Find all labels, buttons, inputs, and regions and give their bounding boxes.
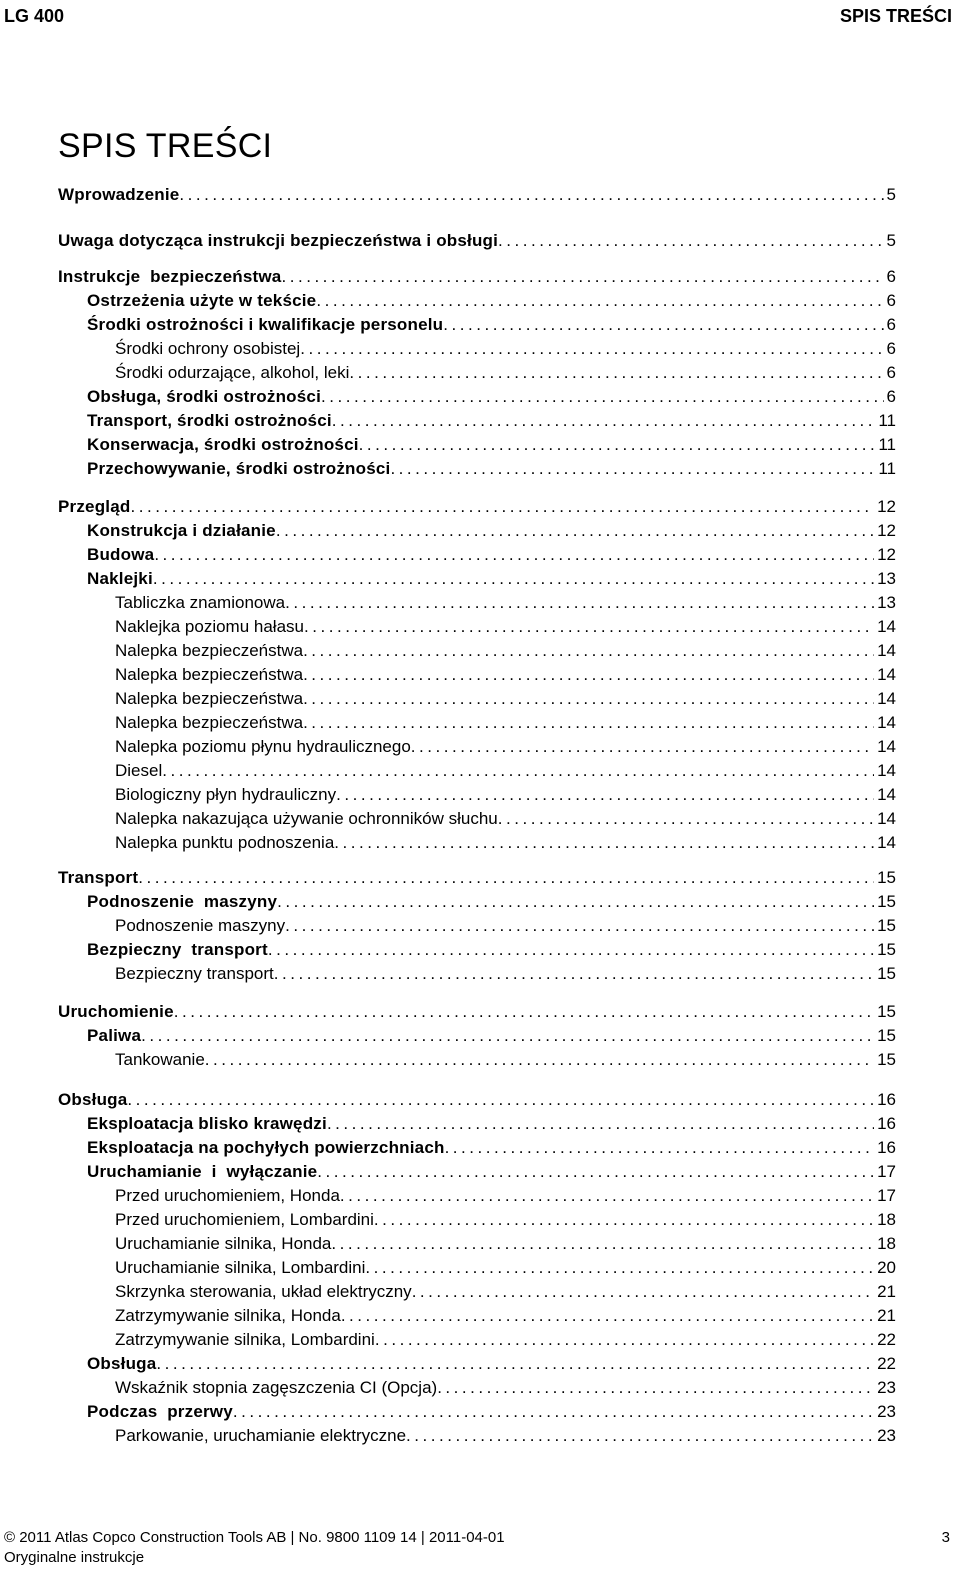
toc-dot-leader bbox=[233, 1401, 874, 1423]
toc-entry-title: Konstrukcja i działanie bbox=[87, 521, 276, 540]
toc-dot-leader bbox=[154, 544, 874, 566]
toc-entry-page: 14 bbox=[877, 617, 896, 636]
footer-copyright: © 2011 Atlas Copco Construction Tools AB | No. 9800 1109 14 | 2011-04-01 bbox=[4, 1529, 505, 1546]
toc-entry-title: Eksploatacja na pochyłych powierzchniach bbox=[87, 1138, 445, 1157]
toc-entry[interactable] bbox=[87, 410, 896, 432]
toc-entry-page: 17 bbox=[877, 1186, 896, 1205]
toc-entry-title: Uwaga dotycząca instrukcji bezpieczeństwa i obsługi bbox=[58, 231, 499, 250]
toc-entry-page: 23 bbox=[877, 1426, 896, 1445]
toc-entry[interactable] bbox=[115, 808, 896, 830]
toc-entry[interactable] bbox=[115, 1377, 896, 1399]
toc-dot-leader bbox=[303, 664, 874, 686]
toc-dot-leader bbox=[406, 1425, 874, 1447]
toc-entry[interactable] bbox=[115, 664, 896, 686]
toc-entry-title: Przed uruchomieniem, Lombardini bbox=[115, 1210, 374, 1229]
toc-entry-page: 6 bbox=[886, 267, 896, 286]
toc-dot-leader bbox=[341, 1305, 874, 1327]
toc-entry-title: Zatrzymywanie silnika, Honda bbox=[115, 1306, 341, 1325]
toc-entry-title: Przegląd bbox=[58, 497, 131, 516]
toc-entry-page: 22 bbox=[877, 1354, 896, 1373]
toc-entry[interactable] bbox=[115, 1425, 896, 1447]
toc-entry-title: Środki ochrony osobistej bbox=[115, 339, 301, 358]
toc-entry[interactable] bbox=[115, 592, 896, 614]
toc-dot-leader bbox=[390, 458, 875, 480]
toc-entry-page: 15 bbox=[877, 1050, 896, 1069]
toc-dot-leader bbox=[179, 184, 883, 206]
toc-entry-title: Podnoszenie maszyny bbox=[115, 916, 286, 935]
toc-dot-leader bbox=[443, 314, 883, 336]
toc-entry-title: Parkowanie, uruchamianie elektryczne bbox=[115, 1426, 407, 1445]
toc-dot-leader bbox=[274, 963, 874, 985]
toc-entry-page: 13 bbox=[877, 569, 896, 588]
toc-dot-leader bbox=[268, 939, 874, 961]
toc-entry-page: 15 bbox=[877, 1002, 896, 1021]
toc-entry-title: Skrzynka sterowania, układ elektryczny bbox=[115, 1282, 412, 1301]
toc-entry[interactable] bbox=[115, 362, 896, 384]
toc-dot-leader bbox=[162, 760, 874, 782]
toc-dot-leader bbox=[285, 915, 874, 937]
toc-entry-page: 14 bbox=[877, 737, 896, 756]
toc-entry[interactable] bbox=[87, 520, 896, 542]
page-title: SPIS TREŚCI bbox=[58, 127, 273, 165]
toc-entry-title: Bezpieczny transport bbox=[115, 964, 274, 983]
toc-entry-title: Nalepka poziomu płynu hydraulicznego bbox=[115, 737, 411, 756]
toc-entry[interactable] bbox=[115, 760, 896, 782]
toc-dot-leader bbox=[336, 784, 874, 806]
toc-dot-leader bbox=[327, 1113, 874, 1135]
toc-entry-page: 14 bbox=[877, 785, 896, 804]
toc-entry-page: 16 bbox=[877, 1090, 896, 1109]
toc-entry-title: Instrukcje bezpieczeństwa bbox=[58, 267, 282, 286]
toc-entry[interactable] bbox=[87, 290, 896, 312]
toc-entry-title: Uruchamianie silnika, Honda bbox=[115, 1234, 332, 1253]
toc-dot-leader bbox=[437, 1377, 874, 1399]
toc-entry[interactable] bbox=[58, 230, 896, 252]
toc-entry-page: 15 bbox=[877, 964, 896, 983]
toc-entry-title: Uruchamianie silnika, Lombardini bbox=[115, 1258, 366, 1277]
toc-entry[interactable] bbox=[115, 338, 896, 360]
toc-entry[interactable] bbox=[115, 1257, 896, 1279]
toc-entry-page: 6 bbox=[886, 363, 896, 382]
toc-entry[interactable] bbox=[115, 1329, 896, 1351]
toc-entry[interactable] bbox=[58, 1089, 896, 1111]
toc-entry[interactable] bbox=[58, 266, 896, 288]
toc-entry-page: 6 bbox=[886, 387, 896, 406]
toc-entry[interactable] bbox=[115, 1049, 896, 1071]
toc-entry[interactable] bbox=[115, 915, 896, 937]
toc-entry-title: Wskaźnik stopnia zagęszczenia CI (Opcja) bbox=[115, 1378, 438, 1397]
toc-dot-leader bbox=[141, 1025, 874, 1047]
toc-entry[interactable] bbox=[87, 891, 896, 913]
toc-entry-page: 16 bbox=[877, 1114, 896, 1133]
toc-dot-leader bbox=[303, 688, 874, 710]
toc-entry[interactable] bbox=[87, 939, 896, 961]
toc-entry-title: Tabliczka znamionowa bbox=[115, 593, 286, 612]
toc-entry-title: Naklejka poziomu hałasu bbox=[115, 617, 304, 636]
toc-dot-leader bbox=[130, 496, 874, 518]
toc-entry-title: Przechowywanie, środki ostrożności bbox=[87, 459, 391, 478]
toc-dot-leader bbox=[153, 568, 874, 590]
toc-entry-title: Nalepka bezpieczeństwa bbox=[115, 641, 304, 660]
toc-dot-leader bbox=[365, 1257, 874, 1279]
toc-entry[interactable] bbox=[115, 1209, 896, 1231]
toc-dot-leader bbox=[412, 1281, 874, 1303]
toc-entry-page: 6 bbox=[886, 291, 896, 310]
toc-dot-leader bbox=[174, 1001, 874, 1023]
toc-entry-title: Obsługa bbox=[87, 1354, 157, 1373]
toc-entry-title: Eksploatacja blisko krawędzi bbox=[87, 1114, 327, 1133]
toc-entry-title: Transport, środki ostrożności bbox=[87, 411, 332, 430]
toc-entry-title: Konserwacja, środki ostrożności bbox=[87, 435, 359, 454]
toc-entry[interactable] bbox=[58, 184, 896, 206]
footer-page-number: 3 bbox=[941, 1529, 950, 1546]
toc-entry-page: 11 bbox=[878, 435, 896, 454]
toc-entry-page: 12 bbox=[877, 545, 896, 564]
header-document-code: LG 400 bbox=[4, 6, 65, 26]
toc-dot-leader bbox=[156, 1353, 874, 1375]
toc-entry[interactable] bbox=[87, 1025, 896, 1047]
toc-entry[interactable] bbox=[115, 963, 896, 985]
toc-entry[interactable] bbox=[87, 1401, 896, 1423]
toc-entry-page: 6 bbox=[886, 315, 896, 334]
toc-dot-leader bbox=[498, 808, 874, 830]
toc-dot-leader bbox=[205, 1049, 874, 1071]
toc-dot-leader bbox=[334, 832, 874, 854]
toc-entry-title: Wprowadzenie bbox=[58, 185, 180, 204]
toc-entry[interactable] bbox=[115, 1281, 896, 1303]
toc-dot-leader bbox=[340, 1185, 874, 1207]
toc-dot-leader bbox=[411, 736, 874, 758]
toc-entry[interactable] bbox=[87, 434, 896, 456]
toc-dot-leader bbox=[445, 1137, 875, 1159]
toc-entry-title: Diesel bbox=[115, 761, 163, 780]
toc-entry[interactable] bbox=[87, 1353, 896, 1375]
toc-entry[interactable] bbox=[87, 1137, 896, 1159]
toc-entry-page: 15 bbox=[877, 868, 896, 887]
toc-dot-leader bbox=[359, 434, 876, 456]
toc-dot-leader bbox=[316, 290, 883, 312]
toc-entry-page: 21 bbox=[877, 1306, 896, 1325]
toc-entry-page: 13 bbox=[877, 593, 896, 612]
toc-entry-title: Zatrzymywanie silnika, Lombardini bbox=[115, 1330, 375, 1349]
toc-dot-leader bbox=[498, 230, 883, 252]
toc-entry[interactable] bbox=[87, 1161, 896, 1183]
toc-dot-leader bbox=[332, 410, 876, 432]
toc-entry-title: Przed uruchomieniem, Honda bbox=[115, 1186, 340, 1205]
toc-entry-title: Budowa bbox=[87, 545, 155, 564]
toc-entry-page: 12 bbox=[877, 521, 896, 540]
toc-entry-title: Środki odurzające, alkohol, leki bbox=[115, 363, 350, 382]
toc-entry[interactable] bbox=[115, 616, 896, 638]
toc-entry-title: Podczas przerwy bbox=[87, 1402, 233, 1421]
toc-entry-page: 23 bbox=[877, 1378, 896, 1397]
toc-entry-page: 15 bbox=[877, 1026, 896, 1045]
toc-entry-page: 5 bbox=[886, 231, 896, 250]
toc-entry[interactable] bbox=[115, 1233, 896, 1255]
toc-entry[interactable] bbox=[115, 1185, 896, 1207]
toc-entry-title: Paliwa bbox=[87, 1026, 142, 1045]
toc-entry-title: Nalepka bezpieczeństwa bbox=[115, 665, 304, 684]
toc-entry-title: Tankowanie bbox=[115, 1050, 205, 1069]
toc-entry-page: 11 bbox=[878, 411, 896, 430]
toc-entry[interactable] bbox=[115, 688, 896, 710]
toc-dot-leader bbox=[374, 1209, 874, 1231]
footer-original-instructions: Oryginalne instrukcje bbox=[4, 1549, 145, 1566]
toc-entry-title: Naklejki bbox=[87, 569, 153, 588]
toc-entry-title: Uruchamianie i wyłączanie bbox=[87, 1162, 318, 1181]
toc-dot-leader bbox=[300, 338, 883, 360]
toc-entry-page: 15 bbox=[877, 892, 896, 911]
toc-entry-title: Podnoszenie maszyny bbox=[87, 892, 278, 911]
toc-entry-page: 14 bbox=[877, 713, 896, 732]
toc-entry[interactable] bbox=[115, 832, 896, 854]
toc-entry-page: 14 bbox=[877, 761, 896, 780]
toc-dot-leader bbox=[303, 712, 874, 734]
toc-entry-title: Biologiczny płyn hydrauliczny bbox=[115, 785, 337, 804]
toc-entry[interactable] bbox=[87, 458, 896, 480]
toc-entry-page: 18 bbox=[877, 1234, 896, 1253]
toc-entry-page: 16 bbox=[877, 1138, 896, 1157]
toc-entry-page: 15 bbox=[877, 916, 896, 935]
toc-entry[interactable] bbox=[58, 867, 896, 889]
toc-entry[interactable] bbox=[115, 640, 896, 662]
toc-dot-leader bbox=[304, 616, 874, 638]
toc-entry-page: 18 bbox=[877, 1210, 896, 1229]
toc-entry-page: 6 bbox=[886, 339, 896, 358]
toc-entry-page: 15 bbox=[877, 940, 896, 959]
toc-entry-title: Nalepka bezpieczeństwa bbox=[115, 713, 304, 732]
toc-dot-leader bbox=[276, 520, 874, 542]
toc-entry-page: 14 bbox=[877, 689, 896, 708]
toc-entry-title: Nalepka nakazująca używanie ochronników słuchu bbox=[115, 809, 498, 828]
toc-entry-title: Ostrzeżenia użyte w tekście bbox=[87, 291, 317, 310]
toc-entry-page: 17 bbox=[877, 1162, 896, 1181]
toc-entry[interactable] bbox=[115, 784, 896, 806]
toc-entry[interactable] bbox=[87, 568, 896, 590]
toc-entry-page: 14 bbox=[877, 809, 896, 828]
toc-dot-leader bbox=[303, 640, 874, 662]
toc-dot-leader bbox=[331, 1233, 874, 1255]
toc-entry[interactable] bbox=[87, 314, 896, 336]
toc-entry-page: 23 bbox=[877, 1402, 896, 1421]
toc-entry[interactable] bbox=[87, 1113, 896, 1135]
toc-entry[interactable] bbox=[115, 736, 896, 758]
toc-entry-title: Uruchomienie bbox=[58, 1002, 174, 1021]
toc-entry-page: 22 bbox=[877, 1330, 896, 1349]
toc-entry-title: Nalepka punktu podnoszenia bbox=[115, 833, 335, 852]
toc-dot-leader bbox=[285, 592, 874, 614]
toc-entry[interactable] bbox=[58, 1001, 896, 1023]
toc-entry[interactable] bbox=[87, 386, 896, 408]
toc-dot-leader bbox=[281, 266, 883, 288]
toc-dot-leader bbox=[277, 891, 874, 913]
toc-entry[interactable] bbox=[115, 1305, 896, 1327]
toc-entry-page: 14 bbox=[877, 833, 896, 852]
toc-entry[interactable] bbox=[115, 712, 896, 734]
toc-entry-page: 14 bbox=[877, 641, 896, 660]
toc-entry-page: 14 bbox=[877, 665, 896, 684]
toc-dot-leader bbox=[321, 386, 884, 408]
toc-entry-title: Środki ostrożności i kwalifikacje personelu bbox=[87, 315, 444, 334]
toc-entry-page: 20 bbox=[877, 1258, 896, 1277]
toc-entry[interactable] bbox=[87, 544, 896, 566]
toc-entry-title: Transport bbox=[58, 868, 139, 887]
toc-dot-leader bbox=[375, 1329, 874, 1351]
toc-entry-title: Nalepka bezpieczeństwa bbox=[115, 689, 304, 708]
toc-dot-leader bbox=[138, 867, 874, 889]
toc-dot-leader bbox=[349, 362, 883, 384]
toc-dot-leader bbox=[317, 1161, 874, 1183]
toc-dot-leader bbox=[127, 1089, 874, 1111]
header-section-title: SPIS TREŚCI bbox=[839, 6, 952, 26]
toc-entry-page: 21 bbox=[877, 1282, 896, 1301]
toc-entry-title: Obsługa bbox=[58, 1090, 128, 1109]
toc-entry-page: 11 bbox=[878, 459, 896, 478]
toc-entry-page: 12 bbox=[877, 497, 896, 516]
toc-entry-title: Obsługa, środki ostrożności bbox=[87, 387, 321, 406]
toc-entry[interactable] bbox=[58, 496, 896, 518]
toc-entry-title: Bezpieczny transport bbox=[87, 940, 268, 959]
toc-entry-page: 5 bbox=[886, 185, 896, 204]
